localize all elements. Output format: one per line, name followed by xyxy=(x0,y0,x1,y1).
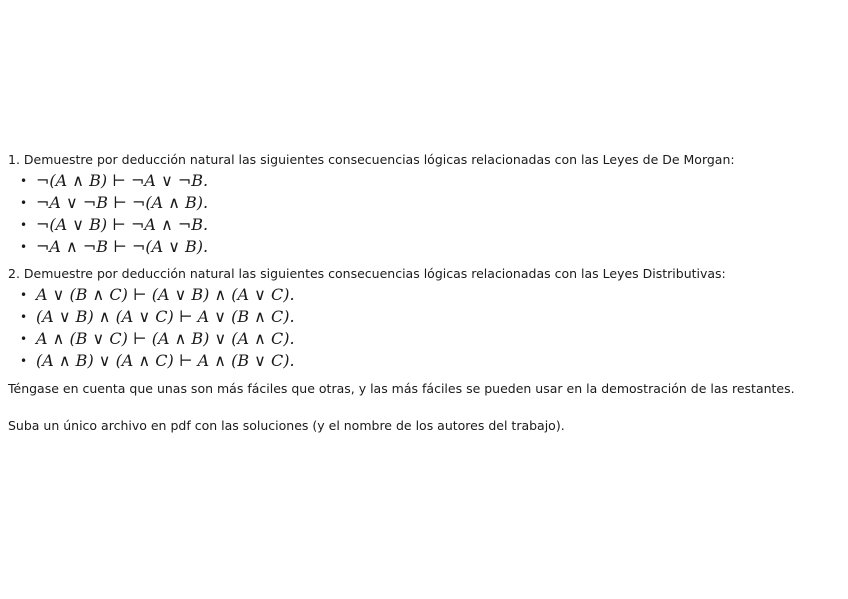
exercise-2-heading: 2. Demuestre por deducción natural las siguientes consecuencias lógicas relacionadas con las Leyes Distributivas: xyxy=(8,266,726,281)
formula: (A ∨ B) ∧ (A ∨ C) ⊢ A ∨ (B ∧ C). xyxy=(36,307,295,326)
formula-item xyxy=(20,328,843,350)
bullet-icon: • xyxy=(20,310,28,324)
formula-item xyxy=(20,350,843,372)
formula: ¬A ∨ ¬B ⊢ ¬(A ∧ B). xyxy=(36,193,209,212)
formula-item xyxy=(20,192,843,214)
formula-item xyxy=(20,214,843,236)
bullet-icon: • xyxy=(20,240,28,254)
exercise-1 xyxy=(8,151,843,258)
formula: (A ∧ B) ∨ (A ∧ C) ⊢ A ∧ (B ∨ C). xyxy=(36,351,295,370)
bullet-icon: • xyxy=(20,196,28,210)
bullet-icon: • xyxy=(20,288,28,302)
formula-item xyxy=(20,306,843,328)
bullet-icon: • xyxy=(20,332,28,346)
formula-item xyxy=(20,170,843,192)
exercise-1-formula-list xyxy=(8,170,843,258)
formula-item xyxy=(20,284,843,306)
formula: A ∧ (B ∨ C) ⊢ (A ∧ B) ∨ (A ∧ C). xyxy=(36,329,295,348)
formula-item xyxy=(20,236,843,258)
formula: A ∨ (B ∧ C) ⊢ (A ∨ B) ∧ (A ∨ C). xyxy=(36,285,295,304)
bullet-icon: • xyxy=(20,218,28,232)
assignment-description xyxy=(8,151,843,434)
formula: ¬A ∧ ¬B ⊢ ¬(A ∨ B). xyxy=(36,237,209,256)
bullet-icon: • xyxy=(20,174,28,188)
exercise-2 xyxy=(8,265,843,372)
exercise-1-heading: 1. Demuestre por deducción natural las siguientes consecuencias lógicas relacionadas con las Leyes de De Morgan: xyxy=(8,152,735,167)
hint-note: Téngase en cuenta que unas son más fáciles que otras, y las más fáciles se pueden usar en la demostración de las restantes. xyxy=(8,381,795,396)
bullet-icon: • xyxy=(20,354,28,368)
exercise-2-formula-list xyxy=(8,284,843,372)
submission-instructions: Suba un único archivo en pdf con las soluciones (y el nombre de los autores del trabajo). xyxy=(8,418,565,433)
formula: ¬(A ∨ B) ⊢ ¬A ∧ ¬B. xyxy=(36,215,209,234)
formula: ¬(A ∧ B) ⊢ ¬A ∨ ¬B. xyxy=(36,171,209,190)
